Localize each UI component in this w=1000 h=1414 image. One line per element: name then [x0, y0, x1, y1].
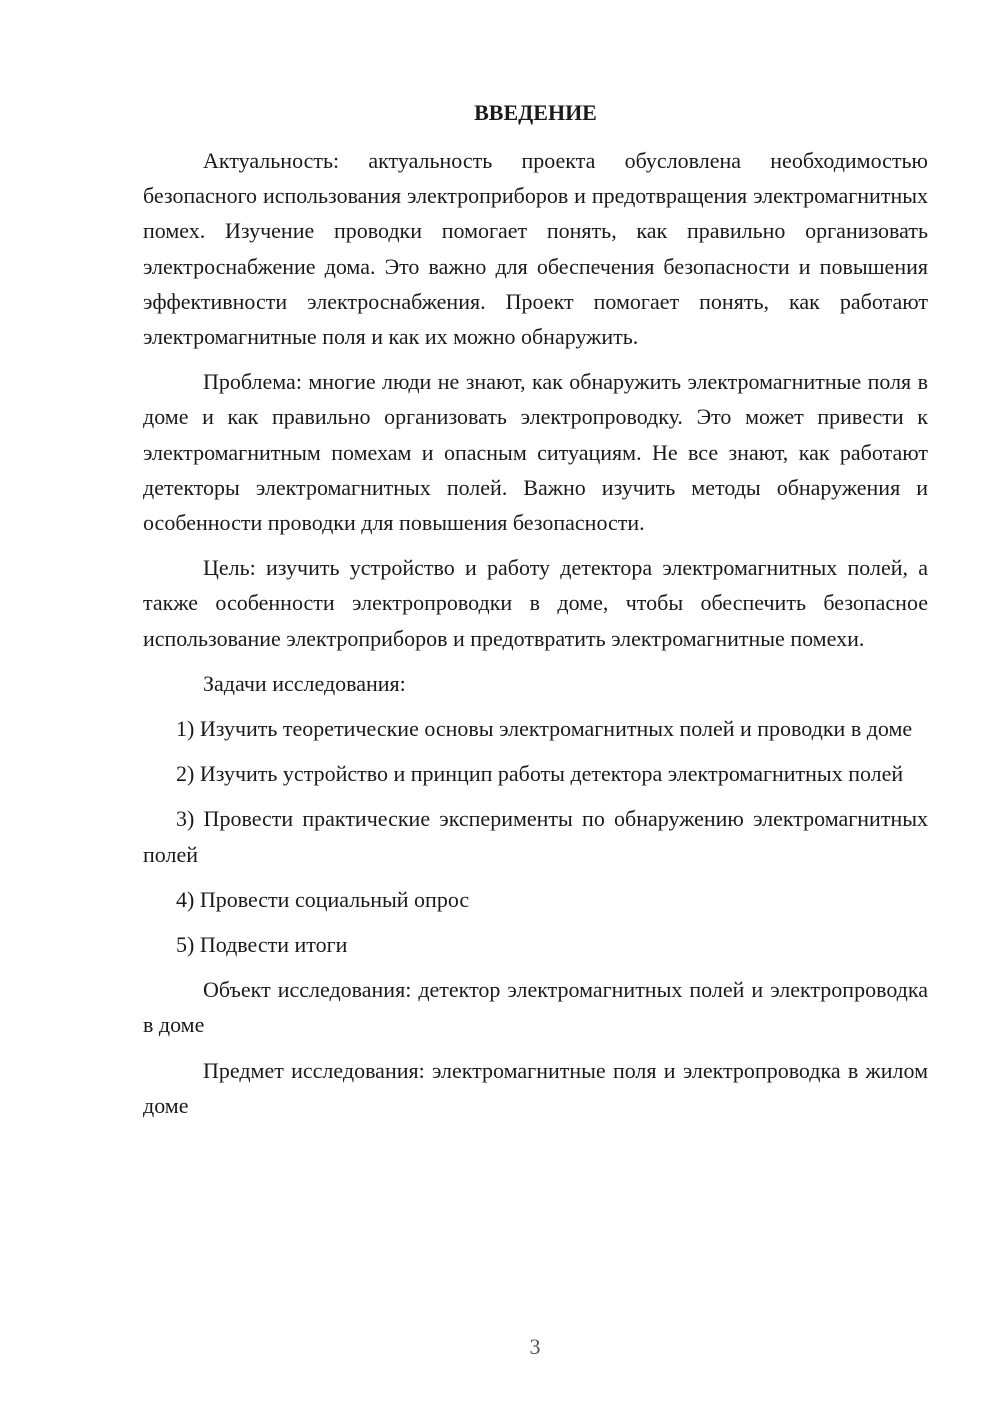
list-item: 5) Подвести итоги	[176, 932, 348, 958]
document-page	[143, 95, 928, 1123]
paragraph-relevance: Актуальность: актуальность проекта обусловлена необходимостью безопасного использования электроприборов и предотвращения электромагнитных помех. Изучение проводки помогает понять, как правильно организовать электроснабжение дома. Это важно для обеспечения безопасности и повышения эффективности электроснабжения. Проект помогает понять, как работают электромагнитные поля и как их можно обнаружить.	[143, 148, 928, 350]
paragraph-subject: Предмет исследования: электромагнитные поля и электропроводка в жилом доме	[143, 1057, 928, 1118]
list-item: 2) Изучить устройство и принцип работы детектора электромагнитных полей	[176, 761, 904, 787]
list-item: 3) Провести практические эксперименты по обнаружению электромагнитных полей	[143, 806, 928, 867]
list-item: 1) Изучить теоретические основы электромагнитных полей и проводки в доме	[176, 716, 913, 742]
paragraph-problem: Проблема: многие люди не знают, как обнаружить электромагнитные поля в доме и как правильно организовать электропроводку. Это может привести к электромагнитным помехам и опасным ситуациям. Не все знают, как работают детекторы электромагнитных полей. Важно изучить методы обнаружения и особенности проводки для повышения безопасности.	[143, 369, 928, 536]
page-title: ВВЕДЕНИЕ	[474, 100, 597, 125]
list-item: 4) Провести социальный опрос	[176, 886, 470, 912]
tasks-list	[143, 711, 928, 962]
paragraph-object: Объект исследования: детектор электромагнитных полей и электропроводка в доме	[143, 977, 928, 1038]
tasks-heading: Задачи исследования:	[203, 670, 406, 696]
page-number: 3	[529, 1334, 541, 1359]
paragraph-goal: Цель: изучить устройство и работу детектора электромагнитных полей, а также особенности электропроводки в доме, чтобы обеспечить безопасное использование электроприборов и предотвратить электромагнитные помехи.	[143, 555, 928, 651]
